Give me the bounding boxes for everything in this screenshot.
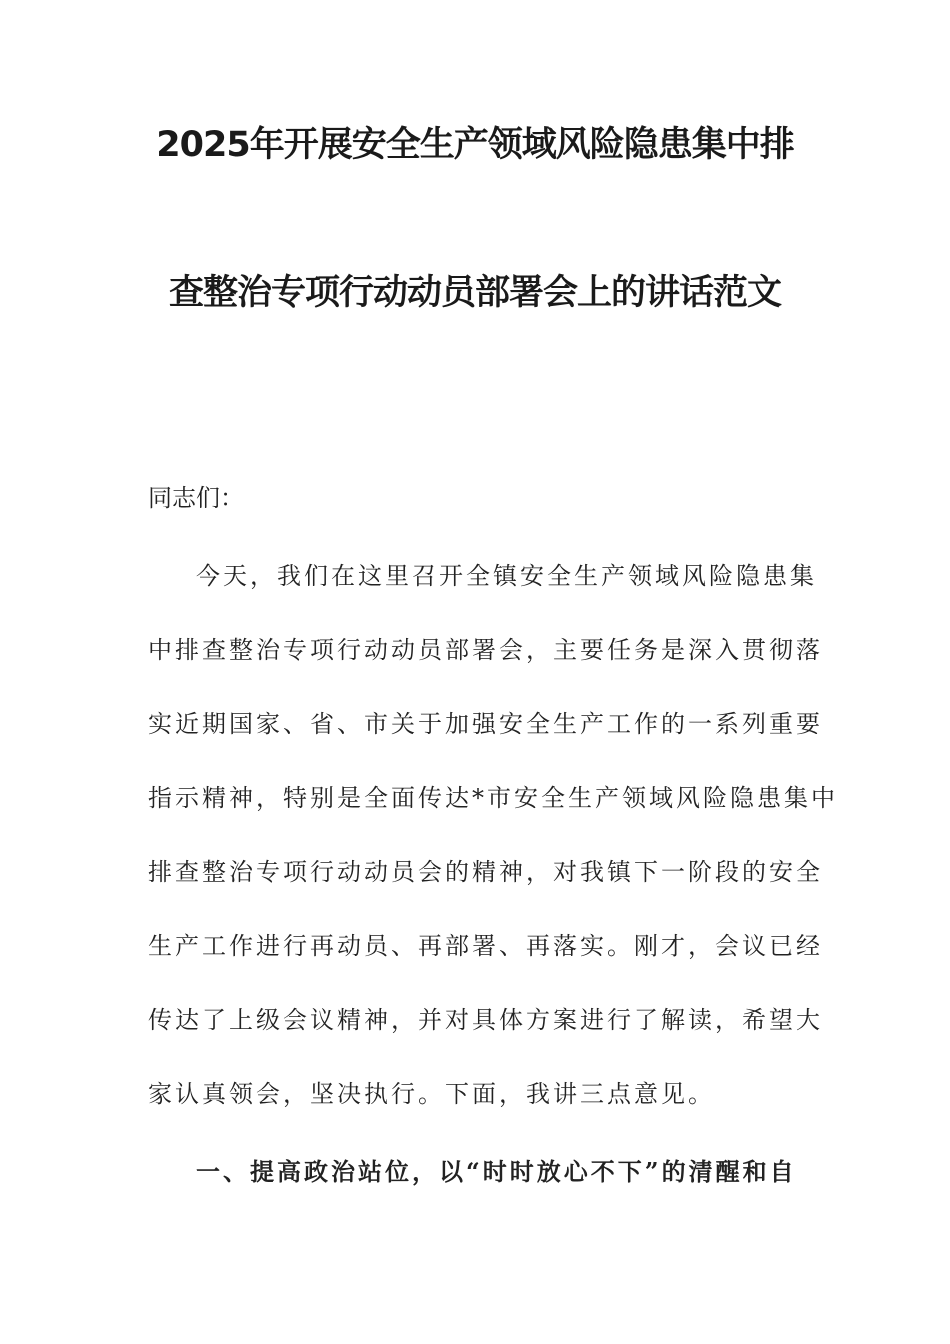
paragraph-line: 指示精神，特别是全面传达*市安全生产领域风险隐患集中 bbox=[148, 784, 838, 812]
paragraph-line: 今天，我们在这里召开全镇安全生产领域风险隐患集 bbox=[196, 562, 817, 590]
paragraph-line: 实近期国家、省、市关于加强安全生产工作的一系列重要 bbox=[148, 710, 823, 738]
paragraph-line: 家认真领会，坚决执行。下面，我讲三点意见。 bbox=[148, 1080, 715, 1108]
section-heading: 一、提高政治站位，以“时时放心不下”的清醒和自 bbox=[196, 1157, 797, 1186]
document-title-line-2: 查整治专项行动动员部署会上的讲话范文 bbox=[168, 273, 781, 313]
paragraph-line: 中排查整治专项行动动员部署会，主要任务是深入贯彻落 bbox=[148, 636, 823, 664]
salutation: 同志们： bbox=[148, 484, 244, 512]
paragraph-line: 生产工作进行再动员、再部署、再落实。刚才，会议已经 bbox=[148, 932, 823, 960]
paragraph-line: 排查整治专项行动动员会的精神，对我镇下一阶段的安全 bbox=[148, 858, 823, 886]
opening-paragraph bbox=[148, 558, 838, 1150]
paragraph-line: 传达了上级会议精神，并对具体方案进行了解读，希望大 bbox=[148, 1006, 823, 1034]
document-title-line-1: 2025年开展安全生产领域风险隐患集中排 bbox=[156, 125, 794, 165]
